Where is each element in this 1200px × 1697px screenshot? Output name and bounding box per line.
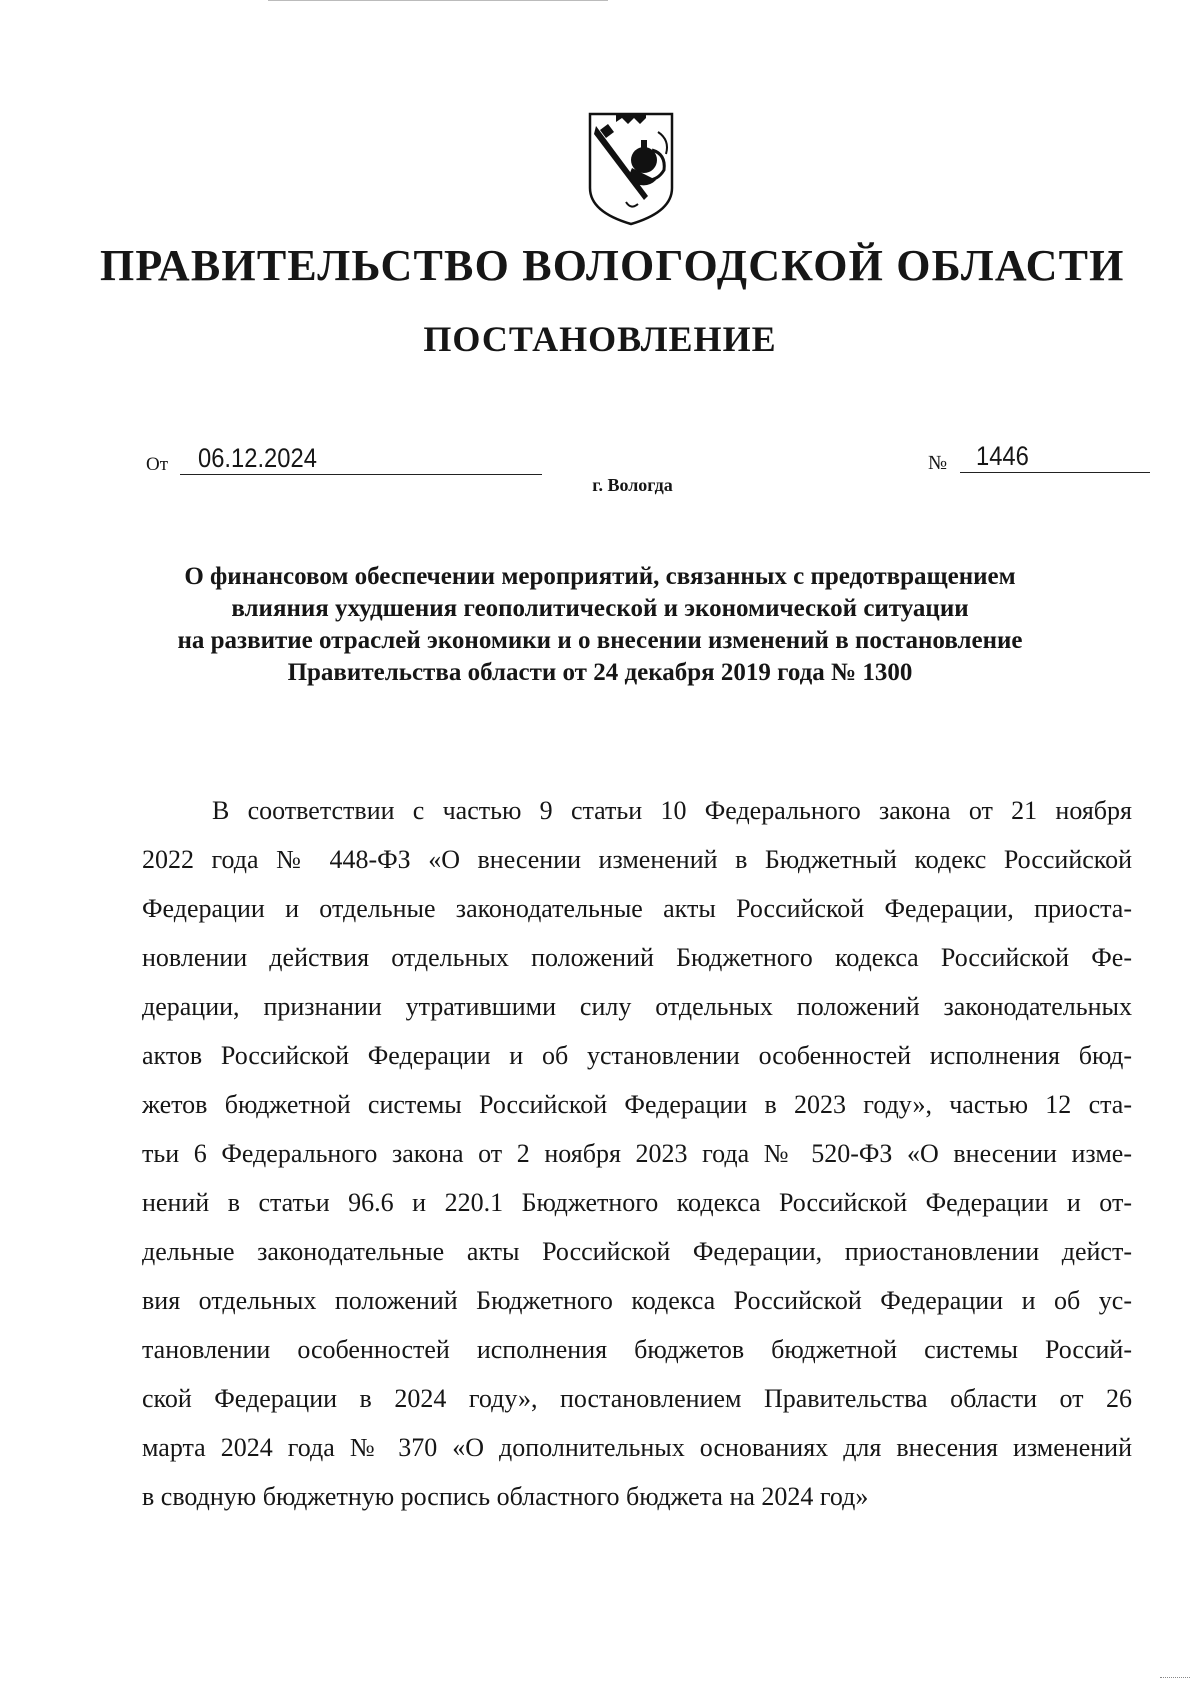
body-line: в сводную бюджетную роспись областного бюджета на 2024 год» [142, 1482, 869, 1511]
scan-edge-mark [268, 0, 608, 3]
body-line: дельные законодательные акты Российской Федерации, приостановлении дейст- [142, 1237, 1132, 1266]
date-underline [180, 474, 542, 475]
date-prefix: От [146, 454, 169, 475]
document-number: 1446 [976, 441, 1029, 471]
title-line: О финансовом обеспечении мероприятий, связанных с предотвращением [184, 563, 1016, 590]
body-line: 2022 года № 448-ФЗ «О внесении изменений в Бюджетный кодекс Российской [142, 845, 1132, 874]
title-line: на развитие отраслей экономики и о внесении изменений в постановление [177, 627, 1023, 654]
title-line: влияния ухудшения геополитической и экономической ситуации [231, 595, 969, 622]
number-prefix: № [928, 452, 948, 474]
document-type: ПОСТАНОВЛЕНИЕ [423, 319, 777, 359]
body-line: тановлении особенностей исполнения бюджетов бюджетной системы Россий- [142, 1335, 1132, 1364]
body-line: дерации, признании утратившими силу отдельных положений законодательных [142, 992, 1132, 1021]
body-line: жетов бюджетной системы Российской Федерации в 2023 году», частью 12 ста- [142, 1090, 1132, 1119]
organization-name: ПРАВИТЕЛЬСТВО ВОЛОГОДСКОЙ ОБЛАСТИ [100, 241, 1125, 290]
document-body [142, 786, 1132, 1521]
body-line: Федерации и отдельные законодательные акты Российской Федерации, приоста- [142, 894, 1132, 923]
number-underline [960, 472, 1150, 473]
vologda-coat-of-arms-icon [586, 110, 676, 228]
city-name: г. Вологда [592, 475, 673, 495]
title-line: Правительства области от 24 декабря 2019 года № 1300 [287, 659, 913, 686]
body-line: В соответствии с частью 9 статьи 10 Федерального закона от 21 ноября [212, 796, 1132, 825]
scan-artifact [1160, 1677, 1190, 1681]
body-line: нений в статьи 96.6 и 220.1 Бюджетного кодекса Российской Федерации и от- [142, 1188, 1132, 1217]
body-line: тьи 6 Федерального закона от 2 ноября 2023 года № 520-ФЗ «О внесении изме- [142, 1139, 1132, 1168]
body-line: ской Федерации в 2024 году», постановлением Правительства области от 26 [142, 1384, 1132, 1413]
body-line: актов Российской Федерации и об установлении особенностей исполнения бюд- [142, 1041, 1132, 1070]
body-line: новлении действия отдельных положений Бюджетного кодекса Российской Фе- [142, 943, 1132, 972]
body-line: вия отдельных положений Бюджетного кодекса Российской Федерации и об ус- [142, 1286, 1132, 1315]
document-title [100, 561, 1100, 689]
document-date: 06.12.2024 [198, 443, 317, 473]
body-line: марта 2024 года № 370 «О дополнительных основаниях для внесения изменений [142, 1433, 1132, 1462]
